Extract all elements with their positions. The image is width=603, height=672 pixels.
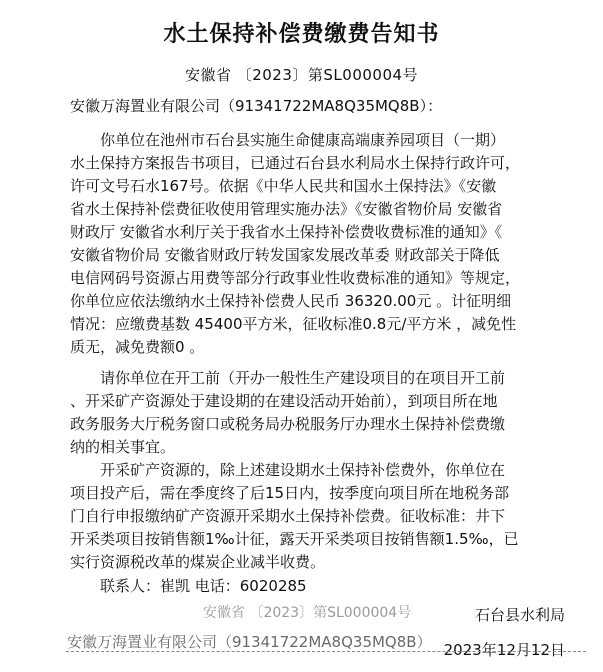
- p1-line-10: 质无，减免费额0 。: [70, 338, 205, 356]
- p2-line-4: 纳的相关事宜。: [70, 438, 176, 456]
- document-title: 水土保持补偿费缴费告知书: [163, 21, 440, 47]
- p3-line-4: 开采类项目按销售额1‰计征，露天开采类项目按销售额1.5‰，已: [70, 530, 519, 548]
- p1-line-5: 财政厅 安徽省水利厅关于我省水土保持补偿费收费标准的通知》《: [70, 223, 503, 241]
- document-number: 安徽省 〔2023〕第SL000004号: [184, 66, 419, 84]
- issue-date: 2023年12月12日: [443, 641, 565, 659]
- faded-doc-number-stub: 安徽省 〔2023〕第SL000004号: [203, 605, 412, 621]
- p1-line-9: 情况：应缴费基数 45400平方米，征收标准0.8元/平方米 ，减免性: [70, 315, 517, 333]
- p2-line-1: 请你单位在开工前（开办一般性生产建设项目的在项目开工前: [100, 369, 506, 387]
- p1-line-1: 你单位在池州市石台县实施生命健康高端康养园项目（一期）: [100, 131, 506, 149]
- p1-line-3: 许可文号石水167号。依据《中华人民共和国水土保持法》《安徽: [70, 177, 497, 195]
- p1-line-7: 电信网码号资源占用费等部分行政事业性收费标准的通知》等规定，: [70, 269, 521, 287]
- p3-line-1: 开采矿产资源的，除上述建设期水土保持补偿费外，你单位在: [100, 461, 506, 479]
- p2-line-3: 政务服务大厅税务窗口或税务局办税服务厅办理水土保持补偿费缴: [70, 415, 506, 433]
- p1-line-4: 省水土保持补偿费征收使用管理实施办法》《安徽省物价局 安徽省: [70, 200, 503, 218]
- addressee: 安徽万海置业有限公司（91341722MA8Q35MQ8B）：: [70, 97, 443, 115]
- p3-line-2: 项目投产后，需在季度终了后15日内，按季度向项目所在地税务部: [70, 484, 510, 502]
- faded-addressee-stub: 安徽万海置业有限公司（91341722MA8Q35MQ8B）: [67, 633, 432, 651]
- p1-line-2: 水土保持方案报告书项目，已通过石台县水利局水土保持行政许可，: [70, 154, 521, 172]
- issuing-organization: 石台县水利局: [474, 606, 565, 624]
- p3-line-3: 门自行申报缴纳矿产资源开采期水土保持补偿费。征收标准：井下: [70, 507, 506, 525]
- tear-line: [66, 651, 586, 652]
- p1-line-8: 你单位应依法缴纳水土保持补偿费人民币 36320.00元 。计征明细: [70, 292, 512, 310]
- p1-line-6: 安徽省物价局 安徽省财政厅转发国家发展改革委 财政部关于降低: [70, 246, 500, 264]
- p3-line-5: 实行资源税改革的煤炭企业减半收费。: [70, 553, 326, 571]
- p2-line-2: 、开采矿产资源处于建设期的在建设活动开始前），到项目所在地: [70, 392, 498, 410]
- contact-text: 联系人：崔凯 电话：6020285: [100, 577, 307, 595]
